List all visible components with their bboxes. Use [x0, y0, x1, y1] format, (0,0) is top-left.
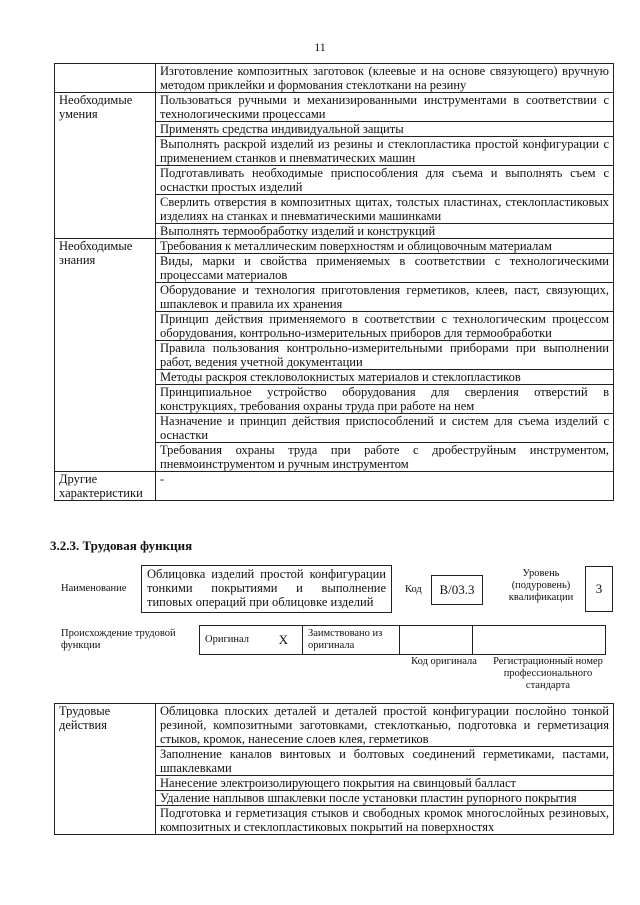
origin-label: Происхождение трудовой функции	[61, 628, 176, 651]
reg-number-cell	[472, 625, 606, 655]
table-cell: Правила пользования контрольно-измерительными приборами при выполнении работ, ведения учетной документации	[156, 341, 614, 370]
labor-actions-table	[54, 703, 614, 835]
table-cell: Применять средства индивидуальной защиты	[156, 122, 614, 137]
table-cell: Оборудование и технология приготовления герметиков, клеев, паст, связующих, шпаклевок и правила их хранения	[156, 283, 614, 312]
table-cell: Выполнять термообработку изделий и конструкций	[156, 224, 614, 239]
table-cell: Заполнение каналов винтовых и болтовых соединений герметиками, пастами, шпаклевками	[156, 747, 614, 776]
row-label: Необходимые знания	[55, 239, 156, 472]
table-cell: Изготовление композитных заготовок (клеевые и на основе связующего) вручную методом приклейки и формования стеклоткани на резину	[156, 64, 614, 93]
table-cell: Облицовка плоских деталей и деталей простой конфигурации послойно тонкой резиной, композитными заготовками, стеклотканью, подготовка и герметизация стыков, кромок, нанесение слоев клея, герметиков	[156, 704, 614, 747]
function-code-box: B/03.3	[431, 575, 483, 605]
table-cell: Принципиальное устройство оборудования для сверления отверстий в конструкциях, требования охраны труда при работе на нем	[156, 385, 614, 414]
table-row	[55, 93, 614, 122]
table-cell: Методы раскроя стекловолокнистых материалов и стеклопластиков	[156, 370, 614, 385]
section-heading: 3.2.3. Трудовая функция	[50, 538, 193, 553]
table-cell: -	[156, 472, 614, 501]
level-label: Уровень (подуровень) квалификации	[508, 568, 574, 603]
table-cell: Виды, марки и свойства применяемых в соответствии с технологическими процессами материалов	[156, 254, 614, 283]
table-cell: Подготовка и герметизация стыков и свободных кромок многослойных резиновых, композитных и стеклопластиковых покрытий на поверхностях	[156, 806, 614, 835]
original-cell	[199, 625, 303, 655]
table-cell: Сверлить отверстия в композитных щитах, толстых пластинах, стеклопластиковых изделиях на станках и пневматическими машинками	[156, 195, 614, 224]
table-cell: Назначение и принцип действия приспособлений и систем для съема изделий с оснастки	[156, 414, 614, 443]
row-label	[55, 64, 156, 93]
original-mark: X	[278, 632, 288, 647]
function-name-box: Облицовка изделий простой конфигурации тонкими покрытиями и выполнение типовых операций при облицовке изделий	[141, 565, 392, 613]
table-row	[55, 704, 614, 747]
table-cell: Требования охраны труда при работе с дробеструйным инструментом, пневмоинструментом и ручным инструментом	[156, 443, 614, 472]
table-row	[55, 64, 614, 93]
table-cell: Требования к металлическим поверхностям и облицовочным материалам	[156, 239, 614, 254]
table-cell: Подготавливать необходимые приспособления для съема и выполнять съем с оснастки простых изделий	[156, 166, 614, 195]
table-row	[55, 472, 614, 501]
code-caption: Код оригинала	[411, 656, 477, 667]
table-cell: Принцип действия применяемого в соответствии с технологическим процессом оборудования, контрольно-измерительных приборов для термообработки	[156, 312, 614, 341]
table-row	[55, 239, 614, 254]
skills-knowledge-table	[54, 63, 614, 501]
table-cell: Выполнять раскрой изделий из резины и стеклопластика простой конфигурации с применением станков и пневматических машин	[156, 137, 614, 166]
row-label: Трудовые действия	[55, 704, 156, 835]
origin-code-cell	[399, 625, 473, 655]
qualification-level-box: 3	[585, 566, 613, 612]
table-cell: Пользоваться ручными и механизированными инструментами в соответствии с технологическими процессами	[156, 93, 614, 122]
original-label: Оригинал	[205, 634, 249, 645]
table-cell: Удаление наплывов шпаклевки после установки пластин рупорного покрытия	[156, 791, 614, 806]
reg-caption: Регистрационный номер профессионального стандарта	[493, 656, 603, 691]
row-label: Необходимые умения	[55, 93, 156, 239]
table-cell: Нанесение электроизолирующего покрытия на свинцовый балласт	[156, 776, 614, 791]
name-label: Наименование	[61, 583, 127, 594]
borrowed-cell: Заимствовано из оригинала	[302, 625, 400, 655]
page-number: 11	[314, 40, 326, 54]
origin-row	[200, 625, 606, 655]
code-label: Код	[405, 584, 422, 595]
row-label: Другие характеристики	[55, 472, 156, 501]
